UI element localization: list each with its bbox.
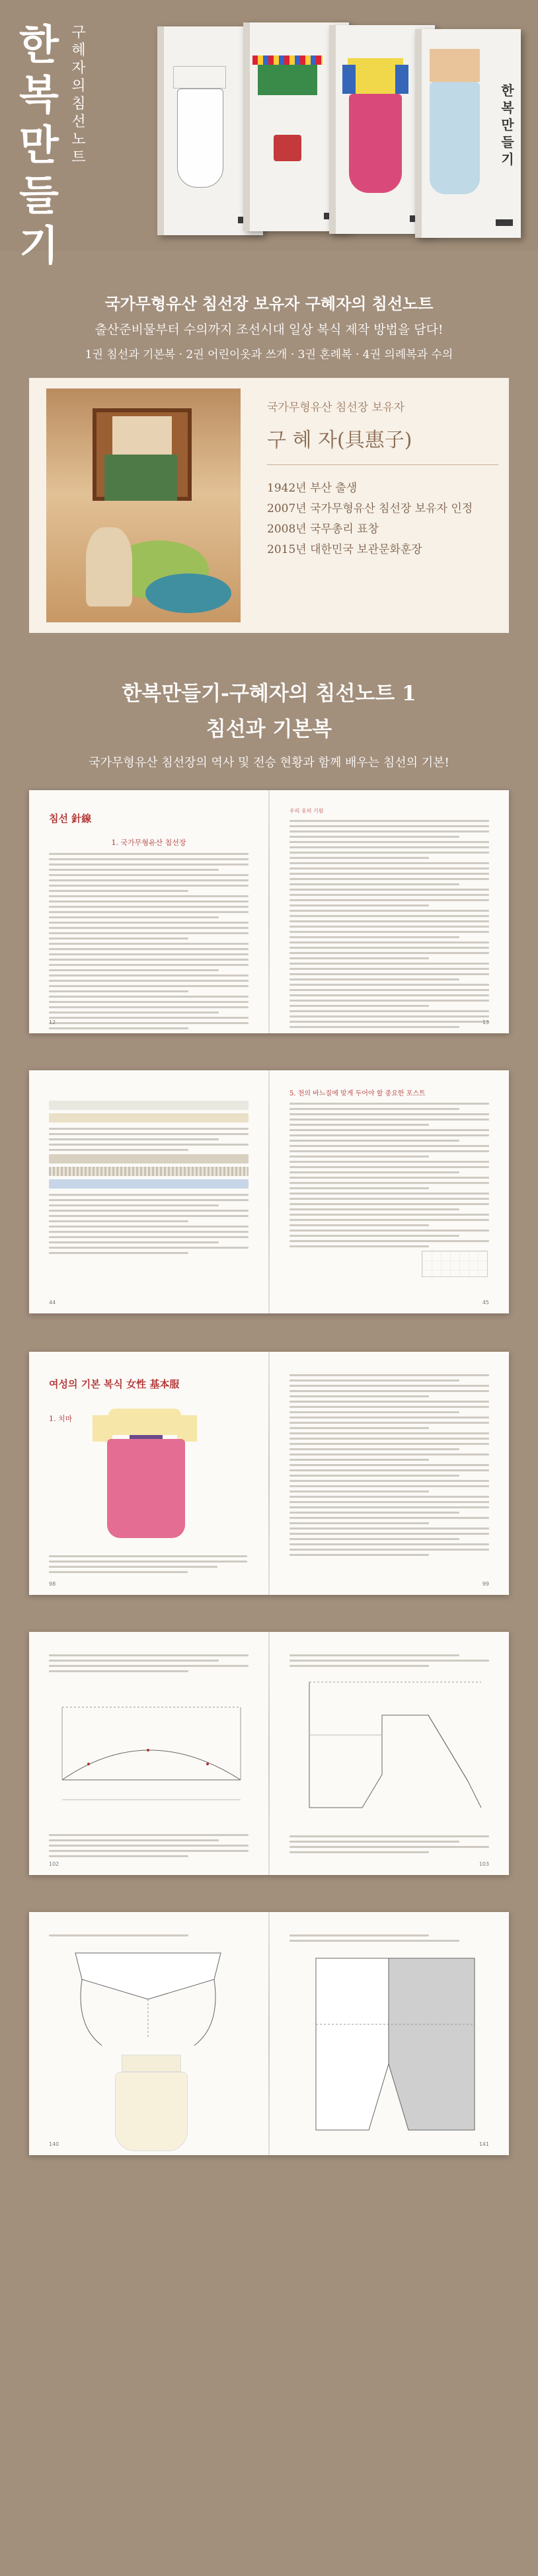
hero-banner [0,0,538,270]
left-page [29,1070,268,1313]
left-page [29,1632,268,1875]
pants-diagram [49,1940,247,2052]
author-bio-item: 1942년 부산 출생 [267,482,358,495]
left-page [29,790,268,1033]
section-title: 1. 국가무형유산 침선장 [111,838,186,847]
author-info [267,398,498,560]
book-cover-4 [415,29,521,238]
chapter-title: 여성의 기본 복식 女性 基本服 [49,1378,180,1390]
page-number: 103 [479,1861,489,1867]
pattern-diagram [289,1675,488,1827]
intro-volumes: 1권 침선과 기본복 · 2권 어린이옷과 쓰개 · 3권 혼례복 · 4권 의례복과 수의 [85,348,453,361]
left-page [29,1352,268,1595]
page-number: 45 [482,1300,489,1306]
section-title: 1. 치마 [49,1415,73,1423]
page-number: 141 [479,2141,489,2147]
right-page [270,1912,509,2155]
author-name: 구 혜 자(具惠子) [267,423,498,465]
author-panel [29,378,509,633]
page-heading: 우리 옷의 기원 [289,808,324,814]
page-number: 13 [482,1019,489,1025]
book-spread-5 [29,1912,509,2155]
book-set-image [157,20,527,252]
section-title: 5. 천의 바느질에 맞게 두어야 할 중요한 포스트 [289,1090,426,1097]
volume-title: 한복만들기-구혜자의 침선노트 1 [122,682,416,706]
author-bio-item: 2007년 국가무형유산 침선장 보유자 인정 [267,502,473,515]
volume-tagline: 국가무형유산 침선장의 역사 및 전승 현황과 함께 배우는 침선의 기본! [89,756,449,770]
book-title: 한복만들기 [501,83,514,167]
right-page [270,1352,509,1595]
right-page [270,1632,509,1875]
pattern-diagram [49,1681,247,1826]
author-bio-item: 2015년 대한민국 보관문화훈장 [267,543,422,556]
page-number: 99 [482,1581,489,1587]
book-spread-3 [29,1352,509,1595]
intro-headline: 국가무형유산 침선장 보유자 구혜자의 침선노트 [104,294,434,313]
page-number: 44 [49,1300,56,1306]
book-spread-1 [29,790,509,1033]
page-number: 98 [49,1581,56,1587]
page-number: 12 [49,1019,56,1025]
author-role: 국가무형유산 침선장 보유자 [267,401,404,414]
page-number: 102 [49,1861,59,1867]
pattern-diagram [289,1945,488,2137]
book-spread-2 [29,1070,509,1313]
author-bio-item: 2008년 국무총리 표창 [267,523,379,536]
book-spread-4 [29,1632,509,1875]
volume-subtitle-title: 침선과 기본복 [206,718,332,741]
right-page [270,1070,509,1313]
hero-title: 한복만들기 [19,20,59,270]
intro-subline: 출산준비물부터 수의까지 조선시대 일상 복식 제작 방법을 담다! [95,322,443,337]
author-photo [46,388,241,622]
left-page [29,1912,268,2155]
page-number: 140 [49,2141,59,2147]
chapter-title: 침선 針線 [49,813,92,825]
right-page [270,790,509,1033]
hero-subtitle: 구혜자의 침선노트 [71,24,86,166]
